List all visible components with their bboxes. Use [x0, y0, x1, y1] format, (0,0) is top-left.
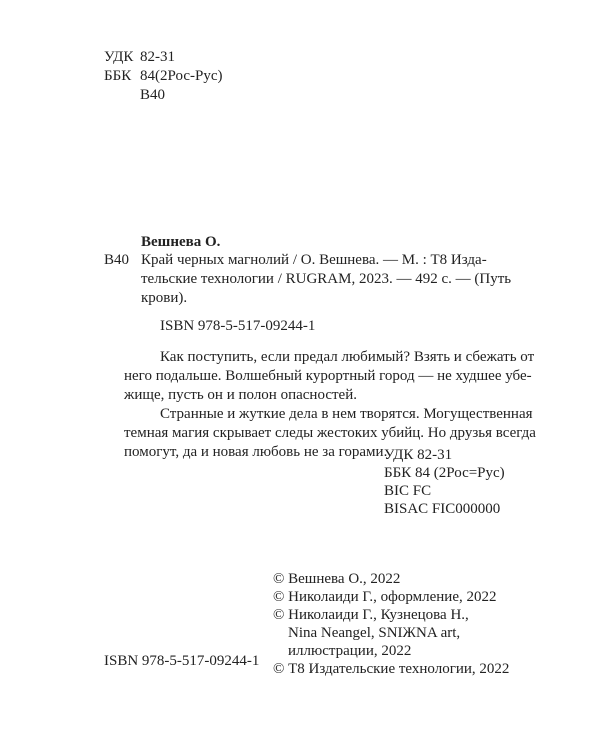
annotation-line: помогут, да и новая любовь не за горами.: [124, 444, 388, 460]
classification-top: [104, 48, 223, 105]
classification-right: [384, 446, 505, 518]
record-author: Вешнева О.: [141, 234, 221, 250]
author-mark-top: В40: [140, 87, 166, 103]
annotation-line: Странные и жуткие дела в нем творятся. Могущественная: [160, 406, 533, 422]
record-line: Край черных магнолий / О. Вешнева. — М. : Т8 Изда-: [141, 252, 487, 268]
copyright-line: © Вешнева О., 2022: [273, 571, 401, 587]
copyright-line: Nina Neangel, SNIЖNA art,: [288, 625, 461, 641]
annotation-line: него подальше. Волшебный курортный город — не худшее убе-: [124, 368, 532, 384]
author-mark-row: [104, 86, 223, 105]
bbk-label: ББК: [104, 68, 132, 84]
copyright-line: © Т8 Издательские технологии, 2022: [273, 661, 510, 677]
udk-label: УДК: [104, 49, 134, 65]
record-description: [141, 251, 512, 308]
annotation-line: жище, пусть он и полон опасностей.: [124, 387, 357, 403]
bbk-value: 84(2Рос-Рус): [140, 68, 223, 84]
record-line: крови).: [141, 290, 188, 306]
record-author-mark: В40: [104, 252, 130, 268]
annotation-line: Как поступить, если предал любимый? Взять и сбежать от: [160, 349, 535, 365]
annotation: [124, 348, 536, 462]
classification-bbk: ББК 84 (2Рос=Рус): [384, 465, 505, 481]
copyright-line: иллюстрации, 2022: [288, 643, 412, 659]
record-isbn: ISBN 978-5-517-09244-1: [160, 318, 316, 334]
annotation-line: темная магия скрывает следы жестоких убийц. Но друзья всегда: [124, 425, 536, 441]
isbn-bottom: ISBN 978-5-517-09244-1: [104, 653, 260, 669]
udk-value: 82-31: [140, 49, 175, 65]
copyright-line: © Николаиди Г., Кузнецова Н.,: [273, 607, 469, 623]
bbk-row: [104, 67, 223, 86]
classification-bisac: BISAC FIC000000: [384, 501, 501, 517]
classification-bic: BIC FC: [384, 483, 432, 499]
classification-udk: УДК 82-31: [384, 447, 453, 463]
copyright-block: [273, 570, 509, 678]
copyright-line: © Николаиди Г., оформление, 2022: [273, 589, 497, 605]
udk-row: [104, 48, 223, 67]
record-line: тельские технологии / RUGRAM, 2023. — 492 с. — (Путь: [141, 271, 512, 287]
